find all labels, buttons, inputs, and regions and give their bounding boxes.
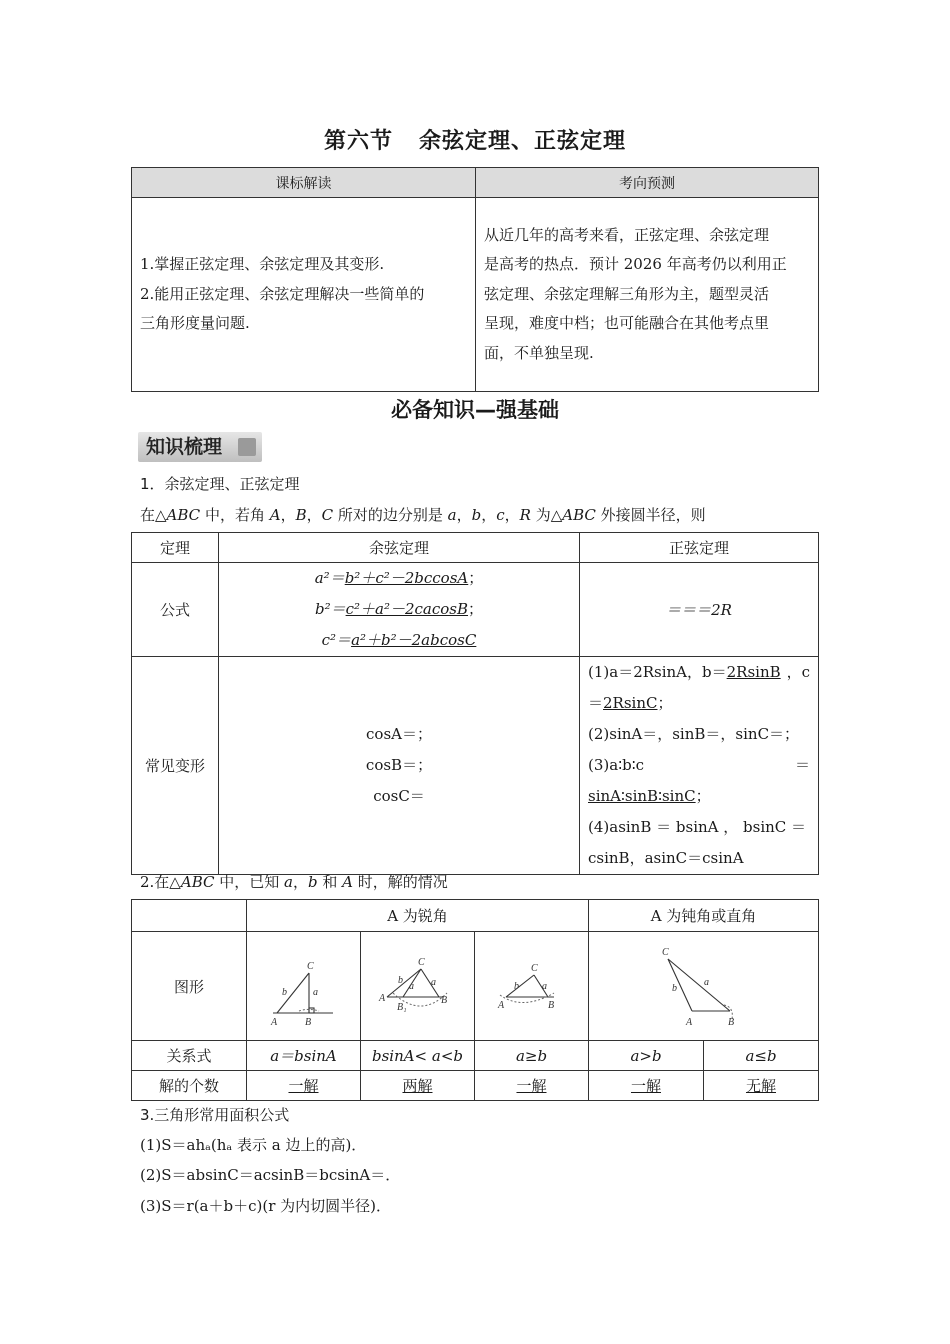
text: 在△ [140,506,167,524]
sine-variant-2: (2)sinA＝，sinB＝，sinC＝； [588,725,800,743]
label-A: A [685,1017,692,1028]
var: a [284,873,293,891]
text: (3)a∶b∶c [588,756,645,774]
label-b: b [671,983,677,994]
label-C: C [417,957,425,968]
intro-col1-cell [132,198,476,392]
var: b [308,873,318,891]
cosine-formula-1 [219,563,579,594]
text: ＝ [794,756,810,774]
case-header-obtuse: A 为钝角或直角 [589,900,819,932]
row-label-figure: 图形 [132,932,247,1041]
relation-cell [704,1041,819,1071]
label-a: a [541,981,547,992]
side-a2 [421,969,439,997]
text: 为△ [530,506,563,524]
intro-table [131,167,819,392]
figure-cell-1 [247,932,361,1041]
var: ABC [562,506,596,524]
text: 和 [317,873,343,891]
triangle-figure-2 [373,945,463,1027]
formula-rhs: a²＋b²－2abcosC [351,631,477,649]
formula-lhs: a²＝ [314,569,345,587]
text: ， [306,506,322,524]
intro-col2-line: 是高考的热点．预计 2026 年高考仍以利用正 [484,255,787,274]
side-b [506,975,534,997]
intro-col2-line: 弦定理、余弦定理解三角形为主，题型灵活 [484,284,770,303]
count-answer: 两解 [402,1077,433,1095]
text: ， [456,506,472,524]
blank-answer: 2RsinC [603,694,658,712]
figure-cell-3 [475,932,589,1041]
text: 中，已知 [214,873,285,891]
relation: a＝bsinA [270,1047,337,1065]
formula-end: ； [468,600,484,618]
formula-lhs: b²＝ [314,600,346,618]
label-C: C [661,947,669,958]
count-cell [475,1071,589,1101]
relation: a≥b [515,1046,548,1065]
text: ； [657,694,673,712]
relation-cell [361,1041,475,1071]
cosine-formula-cell [219,563,580,657]
row-label-relation: 关系式 [132,1041,247,1071]
label-A: A [270,1017,277,1027]
row-label-formula: 公式 [132,563,219,657]
var: A [342,873,353,891]
text: 2.在△ [140,873,181,891]
relation: a>b [630,1046,662,1065]
sine-variant-3a [588,750,810,781]
label-b: b [513,981,519,992]
item3-heading: 3.三角形常用面积公式 [140,1106,290,1124]
intro-col2-line: 呈现，难度中档；也可能融合在其他考点里 [484,314,770,333]
theorem-table [131,532,819,875]
cosine-formula-3 [219,625,579,656]
count-answer: 一解 [288,1077,319,1095]
title-section-number: 第六节 [323,129,393,154]
label-C: C [530,963,538,974]
section-title: 必备知识—强基础 [391,398,559,422]
sine-variant-3b [588,781,810,812]
var: b [471,506,482,524]
cosine-variant: cosC＝ [373,787,425,805]
intro-col2-line: 从近几年的高考来看，正弦定理、余弦定理 [484,225,770,244]
label-a: a [312,987,318,998]
label-B: B [547,1000,554,1011]
text: ， [292,873,308,891]
relation-cell [589,1041,704,1071]
triangle-figure-3 [492,945,572,1027]
formula-lhs: c²＝ [321,631,352,649]
intro-col1-header: 课标解读 [132,168,476,198]
area-formula-1: (1)S＝ahₐ(hₐ 表示 a 边上的高)． [140,1136,367,1154]
intro-col1-line: 三角形度量问题. [140,314,250,333]
intro-col2-line: 面，不单独呈现. [484,343,594,362]
relation-cell [247,1041,361,1071]
var: c [496,506,505,524]
relation-cell [475,1041,589,1071]
sine-variants-cell [580,657,819,875]
text: ， [504,506,520,524]
case-header-acute: A 为锐角 [247,900,589,932]
var: R [519,506,531,524]
text: 所对的边分别是 [333,506,448,524]
text: ， [481,506,497,524]
label-a: a [430,977,436,988]
label-C: C [306,961,314,972]
item1-intro [140,504,706,525]
label-b: b [397,975,403,986]
var: ABC [180,873,215,891]
tag-decor-icon [238,438,256,456]
text: ； [695,787,711,805]
var: ABC [166,506,201,524]
label-b: b [281,987,287,998]
side-a [668,959,730,1011]
text: 时，解的情况 [353,873,448,891]
side-b [387,969,421,997]
count-cell [704,1071,819,1101]
area-formula-3: (3)S＝r(a＋b＋c)(r 为内切圆半径)． [140,1197,391,1215]
label-B1: B₁ [396,1002,407,1013]
triangle-figure-1 [269,945,339,1027]
theorem-header-cosine: 余弦定理 [219,533,580,563]
text: ， [280,506,296,524]
relation: bsinA< a<b [371,1046,464,1065]
sine-variant-4a: (4)asinB ＝ bsinA ， bsinC ＝ [588,818,807,836]
sine-variant-1b [588,688,810,719]
right-angle-mark [309,1008,314,1013]
cosine-variant: cosB＝； [365,756,433,774]
figure-cell-2 [361,932,475,1041]
formula-rhs: b²＋c²－2bccosA [344,569,469,587]
sine-formula-cell [580,563,819,657]
knowledge-tag-label: 知识梳理 [146,436,223,458]
theorem-header-col0: 定理 [132,533,219,563]
blank-answer: sinA∶sinB∶sinC [588,787,696,805]
blank-answer: 2RsinB [726,663,781,681]
label-B: B [440,995,447,1006]
case-table [131,899,819,1101]
text: 中，若角 [200,506,270,524]
title-topic: 余弦定理、正弦定理 [419,129,627,154]
sine-variant-1a [588,657,810,688]
row-label-variants: 常见变形 [132,657,219,875]
relation: a≤b [745,1046,777,1065]
cosine-variant: cosA＝； [366,725,432,743]
figure-cell-4 [589,932,819,1041]
sine-variant-4b: csinB，asinC＝csinA [588,849,744,867]
intro-col1-line: 1.掌握正弦定理、余弦定理及其变形. [140,255,385,274]
intro-col1-line: 2.能用正弦定理、余弦定理解决一些简单的 [140,284,425,303]
cosine-variants-cell [219,657,580,875]
var: A [269,506,281,524]
formula-rhs: c²＋a²－2cacosB [345,600,469,618]
area-formula-2: (2)S＝absinC＝acsinB＝bcsinA＝． [140,1166,401,1184]
text: ，c [786,663,810,681]
count-cell [247,1071,361,1101]
label-A: A [378,993,385,1004]
cosine-formula-2 [219,594,579,625]
label-a: a [703,977,709,988]
row-label-count: 解的个数 [132,1071,247,1101]
text: (1)a＝2RsinA，b＝ [588,663,727,681]
text: 外接圆半径，则 [595,506,706,524]
label-B: B [304,1017,311,1027]
case-corner [132,900,247,932]
intro-col2-cell [476,198,819,392]
count-cell [589,1071,704,1101]
text: ＝ [588,694,604,712]
count-answer: 一解 [516,1077,547,1095]
label-A: A [497,1000,504,1011]
var: a [447,506,457,524]
var: B [295,506,307,524]
sine-formula: ＝＝＝2R [666,601,732,619]
triangle-figure-4 [654,941,754,1031]
count-answer: 无解 [745,1077,776,1095]
page-title [0,124,950,155]
label-B: B [727,1017,734,1028]
label-a: a [408,981,414,992]
var: C [321,506,334,524]
theorem-header-sine: 正弦定理 [580,533,819,563]
item2-heading [140,871,448,892]
item1-heading: 1．余弦定理、正弦定理 [140,475,300,493]
formula-end: ； [468,569,484,587]
count-cell [361,1071,475,1101]
count-answer: 一解 [630,1077,661,1095]
knowledge-tag [138,432,262,462]
intro-col2-header: 考向预测 [476,168,819,198]
